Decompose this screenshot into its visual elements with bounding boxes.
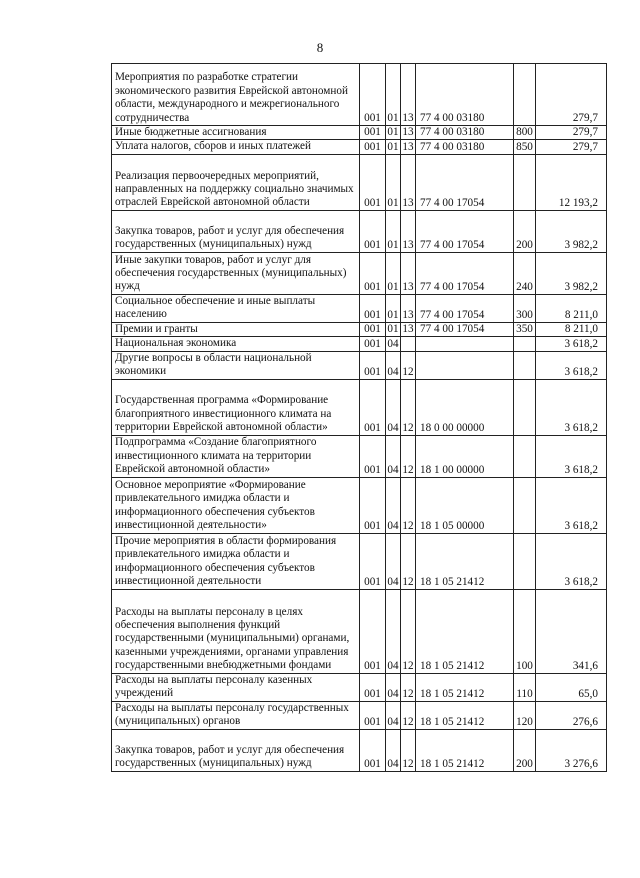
target-article-cell: 77 4 00 17054: [416, 210, 514, 252]
target-article-cell: 18 1 05 21412: [416, 701, 514, 729]
expense-type-cell: 850: [514, 140, 536, 154]
amount-cell: 8 211,0: [536, 322, 607, 336]
table-row: [112, 701, 607, 729]
amount-cell: 3 618,2: [536, 435, 607, 477]
row-name-cell: Основное мероприятие «Формирование привлекательного имиджа области и информационного обеспечения субъектов инвестиционной деятельности»: [112, 477, 360, 533]
expense-type-cell: [514, 154, 536, 210]
ministry-code-cell: 001: [360, 435, 386, 477]
ministry-code-cell: 001: [360, 126, 386, 140]
subsection-code-cell: 12: [401, 477, 416, 533]
subsection-code-cell: 13: [402, 126, 414, 139]
amount-cell: 276,6: [536, 701, 607, 729]
ministry-code-cell: 001: [360, 477, 386, 533]
subsection-code-cell: 12: [401, 533, 416, 589]
ministry-code-cell: 001: [360, 673, 386, 701]
row-name-cell: Социальное обеспечение и иные выплаты населению: [112, 294, 360, 322]
target-article-cell: 77 4 00 17054: [416, 154, 514, 210]
ministry-code-cell: 001: [360, 64, 386, 126]
subsection-code-cell: 13: [401, 252, 416, 294]
target-article-cell: 18 1 05 21412: [416, 673, 514, 701]
target-article-cell: 18 0 00 00000: [416, 379, 514, 435]
expense-type-cell: [514, 351, 536, 379]
row-name-cell: Закупка товаров, работ и услуг для обеспечения государственных (муниципальных) нужд: [112, 729, 360, 771]
subsection-code-cell: 13: [401, 294, 416, 322]
ministry-code-cell: 001: [360, 351, 386, 379]
table-row: [112, 64, 607, 126]
row-name-cell: Иные бюджетные ассигнования: [112, 126, 360, 140]
amount-cell: 3 982,2: [536, 210, 607, 252]
target-article-cell: 77 4 00 03180: [416, 64, 514, 126]
table-row: [112, 252, 607, 294]
amount-cell: 3 618,2: [536, 533, 607, 589]
row-name-cell: Другие вопросы в области национальной экономики: [112, 351, 360, 379]
table-row: [112, 673, 607, 701]
table-row: [112, 379, 607, 435]
row-name-cell: Премии и гранты: [112, 322, 360, 336]
expense-type-cell: 200: [514, 729, 536, 771]
page-number: 8: [316, 40, 324, 55]
section-code-cell: 04: [386, 589, 401, 673]
subsection-code-cell: 12: [401, 589, 416, 673]
expense-type-cell: 240: [514, 252, 536, 294]
section-code-cell: 01: [386, 64, 401, 126]
row-name-cell: Национальная экономика: [112, 337, 360, 351]
row-name-cell: Уплата налогов, сборов и иных платежей: [112, 140, 360, 154]
table-row: [112, 294, 607, 322]
section-code-cell: 04: [386, 477, 401, 533]
row-name-cell: Прочие мероприятия в области формирования привлекательного имиджа области и информационного обеспечения субъектов инвестиционной деятельности: [112, 533, 360, 589]
table-row: [112, 589, 607, 673]
amount-cell: 3 276,6: [536, 729, 607, 771]
section-code-cell: 01: [386, 210, 401, 252]
amount-cell: 3 618,2: [536, 337, 607, 351]
table-row: [112, 337, 607, 351]
subsection-code-cell: 12: [401, 701, 416, 729]
expense-type-cell: 800: [514, 126, 536, 140]
ministry-code-cell: 001: [360, 379, 386, 435]
expense-type-cell: [514, 477, 536, 533]
target-article-cell: [416, 351, 514, 379]
expense-type-cell: 200: [514, 210, 536, 252]
subsection-code-cell: [401, 337, 416, 351]
ministry-code-cell: 001: [360, 533, 386, 589]
expense-type-cell: 110: [514, 673, 536, 701]
target-article-cell: 77 4 00 03180: [416, 140, 514, 154]
row-name-cell: Расходы на выплаты персоналу казенных учреждений: [112, 673, 360, 701]
table-row: [112, 533, 607, 589]
ministry-code-cell: 001: [360, 589, 386, 673]
amount-cell: 279,7: [536, 126, 607, 140]
row-name-cell: Иные закупки товаров, работ и услуг для обеспечения государственных (муниципальных) нужд: [112, 252, 360, 294]
section-code-cell: 04: [386, 379, 401, 435]
section-code-cell: 04: [386, 701, 401, 729]
row-name-cell: Государственная программа «Формирование благоприятного инвестиционного климата на территории Еврейской автономной области»: [112, 379, 360, 435]
expense-type-cell: [514, 435, 536, 477]
row-name-cell: Закупка товаров, работ и услуг для обеспечения государственных (муниципальных) нужд: [112, 210, 360, 252]
table-row: [112, 210, 607, 252]
expense-type-cell: [514, 64, 536, 126]
row-name-cell: Реализация первоочередных мероприятий, направленных на поддержку социально значимых отраслей Еврейской автономной области: [112, 154, 360, 210]
row-name-cell: Расходы на выплаты персоналу государственных (муниципальных) органов: [112, 701, 360, 729]
section-code-cell: 01: [386, 294, 401, 322]
expense-type-cell: [514, 337, 536, 351]
ministry-code-cell: 001: [360, 252, 386, 294]
target-article-cell: 18 1 05 21412: [416, 729, 514, 771]
section-code-cell: 01: [387, 140, 399, 153]
row-name-cell: Мероприятия по разработке стратегии экономического развития Еврейской автономной области, международного и межрегионального сотрудничества: [112, 64, 360, 126]
target-article-cell: [416, 337, 514, 351]
target-article-cell: 18 1 05 21412: [416, 589, 514, 673]
subsection-code-cell: 13: [401, 154, 416, 210]
amount-cell: 8 211,0: [536, 294, 607, 322]
subsection-code-cell: 12: [401, 729, 416, 771]
budget-table: [111, 63, 607, 772]
ministry-code-cell: 001: [360, 729, 386, 771]
subsection-code-cell: 13: [402, 323, 414, 336]
table-row: [112, 435, 607, 477]
subsection-code-cell: 13: [401, 64, 416, 126]
amount-cell: 3 982,2: [536, 252, 607, 294]
expense-type-cell: 350: [514, 322, 536, 336]
target-article-cell: 18 1 05 00000: [416, 477, 514, 533]
table-row: [112, 140, 607, 154]
section-code-cell: 01: [386, 154, 401, 210]
section-code-cell: 04: [386, 533, 401, 589]
subsection-code-cell: 12: [401, 673, 416, 701]
expense-type-cell: [514, 533, 536, 589]
ministry-code-cell: 001: [360, 701, 386, 729]
target-article-cell: 77 4 00 17054: [416, 252, 514, 294]
amount-cell: 3 618,2: [536, 477, 607, 533]
section-code-cell: 04: [386, 673, 401, 701]
table-row: [112, 322, 607, 336]
subsection-code-cell: 12: [401, 351, 416, 379]
subsection-code-cell: 12: [401, 379, 416, 435]
amount-cell: 279,7: [536, 64, 607, 126]
target-article-cell: 77 4 00 17054: [416, 294, 514, 322]
ministry-code-cell: 001: [360, 140, 386, 154]
ministry-code-cell: 001: [360, 210, 386, 252]
ministry-code-cell: 001: [360, 337, 386, 351]
target-article-cell: 18 1 00 00000: [416, 435, 514, 477]
ministry-code-cell: 001: [360, 294, 386, 322]
subsection-code-cell: 13: [401, 210, 416, 252]
section-code-cell: 01: [386, 252, 401, 294]
amount-cell: 65,0: [536, 673, 607, 701]
section-code-cell: 04: [386, 729, 401, 771]
amount-cell: 3 618,2: [536, 351, 607, 379]
target-article-cell: 77 4 00 03180: [416, 126, 514, 140]
table-row: [112, 729, 607, 771]
expense-type-cell: 300: [514, 294, 536, 322]
amount-cell: 279,7: [536, 140, 607, 154]
subsection-code-cell: 13: [402, 140, 414, 153]
row-name-cell: Расходы на выплаты персоналу в целях обеспечения выполнения функций государственными (муниципальными) органами, казенными учреждениями, органами управления государственными внебюджетными фондами: [112, 589, 360, 673]
target-article-cell: 77 4 00 17054: [416, 322, 514, 336]
table-row: [112, 154, 607, 210]
table-row: [112, 351, 607, 379]
expense-type-cell: 120: [514, 701, 536, 729]
ministry-code-cell: 001: [360, 154, 386, 210]
section-code-cell: 01: [387, 126, 399, 139]
ministry-code-cell: 001: [360, 322, 386, 336]
subsection-code-cell: 12: [401, 435, 416, 477]
amount-cell: 12 193,2: [536, 154, 607, 210]
table-row: [112, 126, 607, 140]
row-name-cell: Подпрограмма «Создание благоприятного инвестиционного климата на территории Еврейской автономной области»: [112, 435, 360, 477]
table-row: [112, 477, 607, 533]
expense-type-cell: 100: [514, 589, 536, 673]
target-article-cell: 18 1 05 21412: [416, 533, 514, 589]
amount-cell: 341,6: [536, 589, 607, 673]
amount-cell: 3 618,2: [536, 379, 607, 435]
section-code-cell: 04: [386, 351, 401, 379]
expense-type-cell: [514, 379, 536, 435]
section-code-cell: 01: [387, 323, 399, 336]
section-code-cell: 04: [387, 337, 399, 350]
section-code-cell: 04: [386, 435, 401, 477]
